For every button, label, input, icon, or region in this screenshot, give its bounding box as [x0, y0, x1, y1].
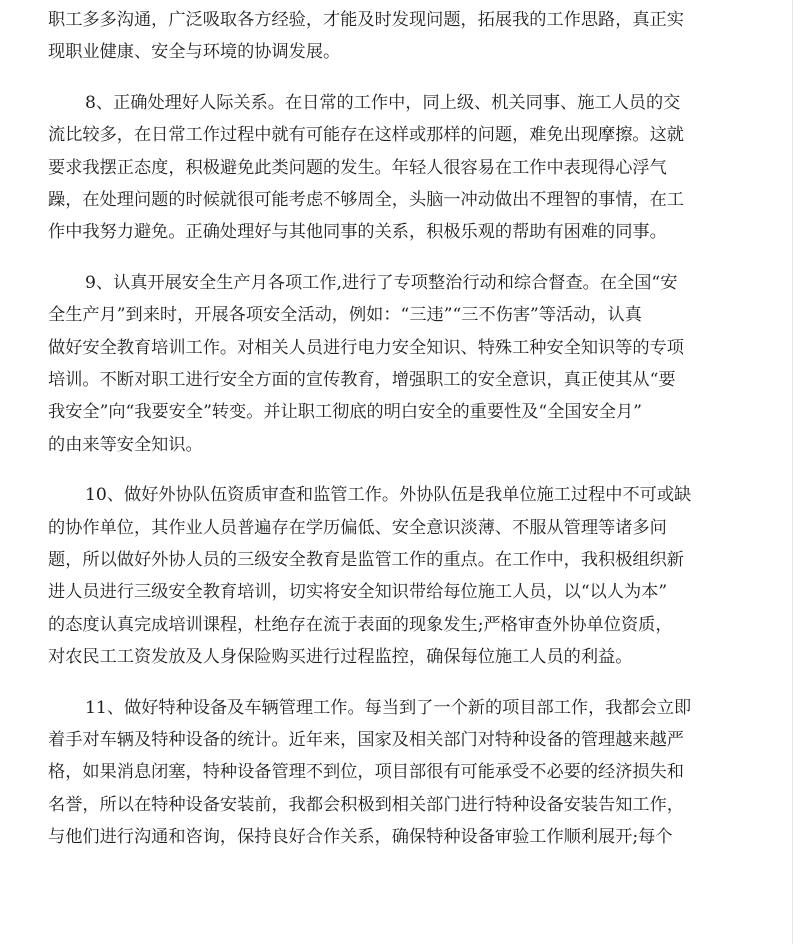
text-line: 培训。不断对职工进行安全方面的宣传教育，增强职工的安全意识，真正使其从“要	[48, 369, 676, 390]
document-body	[48, 4, 748, 872]
text-line: 与他们进行沟通和咨询，保持良好合作关系，确保特种设备审验工作顺利展开;每个	[48, 826, 673, 847]
text-line: 职工多多沟通，广泛吸取各方经验，才能及时发现问题，拓展我的工作思路，真正实	[48, 10, 684, 30]
text-line: 的态度认真完成培训课程，杜绝存在流于表面的现象发生;严格审查外协单位资质，	[48, 614, 673, 635]
text-line: 要求我摆正态度，积极避免此类问题的发生。年轻人很容易在工作中表现得心浮气	[48, 157, 667, 178]
paragraph-11-special-equipment	[48, 692, 748, 853]
text-line: 11、做好特种设备及车辆管理工作。每当到了一个新的项目部工作，我都会立即	[85, 697, 692, 718]
text-line: 着手对车辆及特种设备的统计。近年来，国家及相关部门对特种设备的管理越来越严	[48, 729, 684, 750]
text-line: 的由来等安全知识。	[48, 434, 203, 455]
text-line: 现职业健康、安全与环境的协调发展。	[48, 42, 341, 63]
text-line: 作中我努力避免。正确处理好与其他同事的关系，积极乐观的帮助有困难的同事。	[48, 222, 667, 243]
paragraph-continued	[48, 4, 748, 69]
text-line: 全生产月”到来时，开展各项安全活动，例如：“三违”“三不伤害”等活动，认真	[48, 305, 642, 326]
paragraph-8-interpersonal-relations	[48, 87, 748, 248]
text-line: 做好安全教育培训工作。对相关人员进行电力安全知识、特殊工种安全知识等的专项	[48, 337, 684, 358]
text-line: 10、做好外协队伍资质审查和监管工作。外协队伍是我单位施工过程中不可或缺	[85, 485, 692, 506]
text-line: 题，所以做好外协人员的三级安全教育是监管工作的重点。在工作中，我积极组织新	[48, 549, 684, 570]
text-line: 对农民工工资发放及人身保险购买进行过程监控，确保每位施工人员的利益。	[48, 646, 633, 667]
text-line: 的协作单位，其作业人员普遍存在学历偏低、安全意识淡薄、不服从管理等诸多问	[48, 517, 667, 538]
text-line: 躁，在处理问题的时候就很可能考虑不够周全，头脑一冲动做出不理智的事情，在工	[48, 189, 684, 210]
text-line: 我安全”向“我要安全”转变。并让职工彻底的明白安全的重要性及“全国安全月”	[48, 402, 642, 423]
paragraph-9-safety-month	[48, 267, 748, 461]
text-line: 8、正确处理好人际关系。在日常的工作中，同上级、机关同事、施工人员的交	[85, 93, 681, 114]
text-line: 进人员进行三级安全教育培训，切实将安全知识带给每位施工人员，以“以人为本”	[48, 582, 668, 603]
text-line: 9、认真开展安全生产月各项工作,进行了专项整治行动和综合督查。在全国“安	[85, 273, 678, 294]
text-line: 名誉，所以在特种设备安装前，我都会积极到相关部门进行特种设备安装告知工作，	[48, 794, 684, 815]
text-line: 流比较多，在日常工作过程中就有可能存在这样或那样的问题，难免出现摩擦。这就	[48, 125, 684, 146]
paragraph-10-contractor-supervision	[48, 479, 748, 673]
text-line: 格，如果消息闭塞，特种设备管理不到位，项目部很有可能承受不必要的经济损失和	[48, 762, 684, 783]
